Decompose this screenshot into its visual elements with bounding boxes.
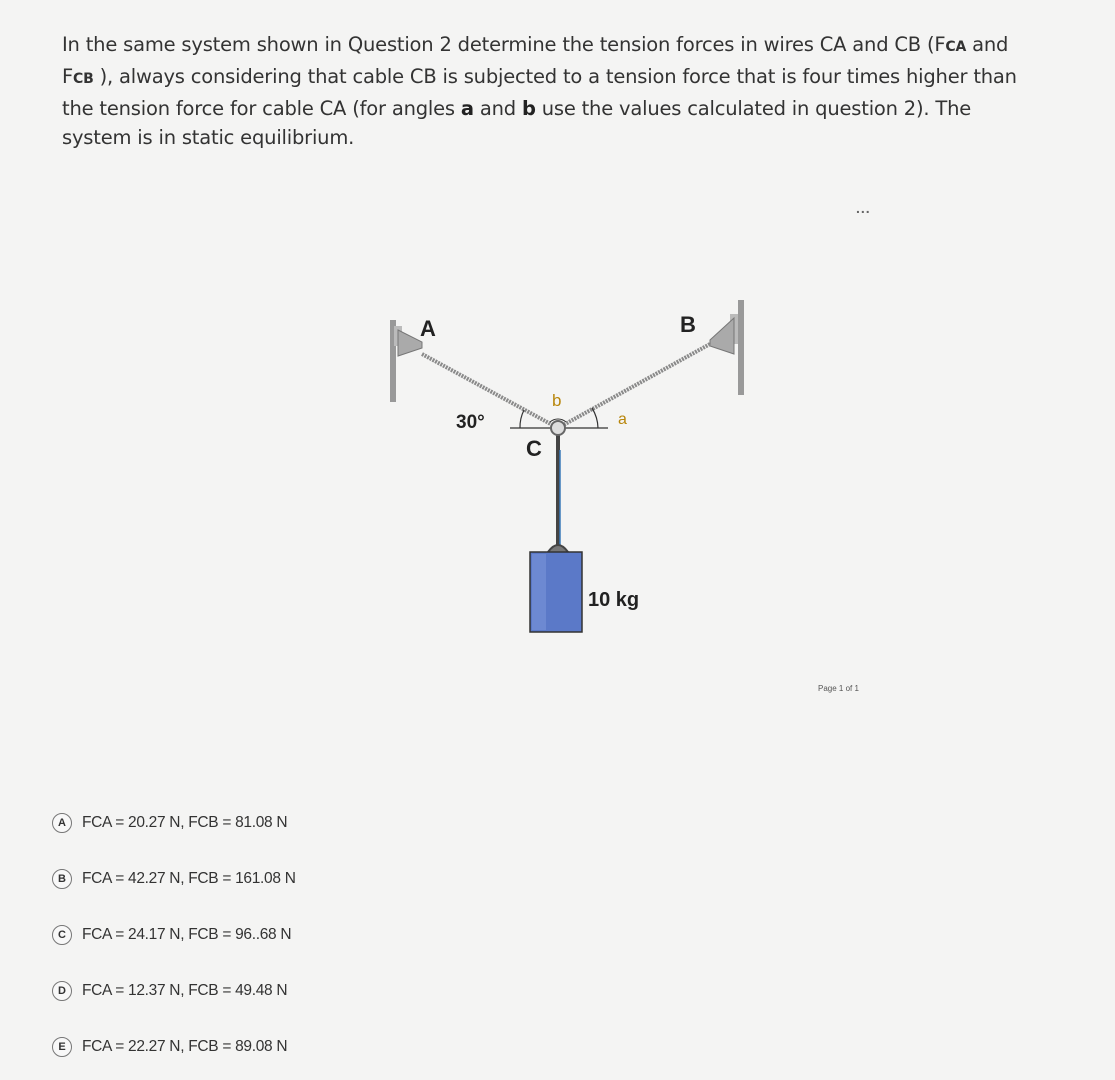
ring-c [551,421,565,435]
subscript-ca: CA [945,39,967,55]
option-c[interactable] [52,922,291,948]
more-options-icon[interactable]: ... [856,200,871,216]
option-b[interactable] [52,866,296,892]
option-d-letter: D [52,981,72,1001]
option-e-text: FCA = 22.27 N, FCB = 89.08 N [82,1038,288,1055]
question-part3: ), always considering that cable CB is subjected to a tension force that is four times higher than the tension force for cable CA (for angles [62,65,1017,120]
bold-angle-b: b [521,97,536,120]
option-c-letter: C [52,925,72,945]
label-angle-30: 30° [456,412,485,433]
label-angle-a: a [618,411,627,428]
statics-diagram [370,290,770,650]
question-text [62,30,1022,152]
option-a[interactable] [52,810,287,836]
option-d[interactable] [52,978,287,1004]
subscript-cb: CB [73,71,94,87]
label-angle-b: b [552,391,562,410]
option-a-text: FCA = 20.27 N, FCB = 81.08 N [82,814,288,831]
cable-ca [422,354,558,428]
option-e-letter: E [52,1037,72,1057]
option-a-letter: A [52,813,72,833]
question-part2: and F [62,33,1009,88]
option-b-text: FCA = 42.27 N, FCB = 161.08 N [82,870,296,887]
option-b-letter: B [52,869,72,889]
label-b: B [680,312,696,337]
right-wall-mount [710,300,744,395]
label-a: A [420,316,436,341]
option-e[interactable] [52,1034,287,1060]
question-part1: In the same system shown in Question 2 determine the tension forces in wires CA and CB (F [62,33,946,56]
question-part4: and [473,97,522,120]
cable-cb [558,344,710,428]
label-c: C [526,436,542,461]
option-d-text: FCA = 12.37 N, FCB = 49.48 N [82,982,288,999]
bold-angle-a: a [460,97,474,120]
question-part5: use the values calculated in question 2). The system is in static equilibrium. [62,97,972,149]
left-wall-mount [390,320,422,402]
page-indicator: Page 1 of 1 [818,684,859,693]
option-c-text: FCA = 24.17 N, FCB = 96..68 N [82,926,292,943]
label-mass: 10 kg [588,589,640,611]
